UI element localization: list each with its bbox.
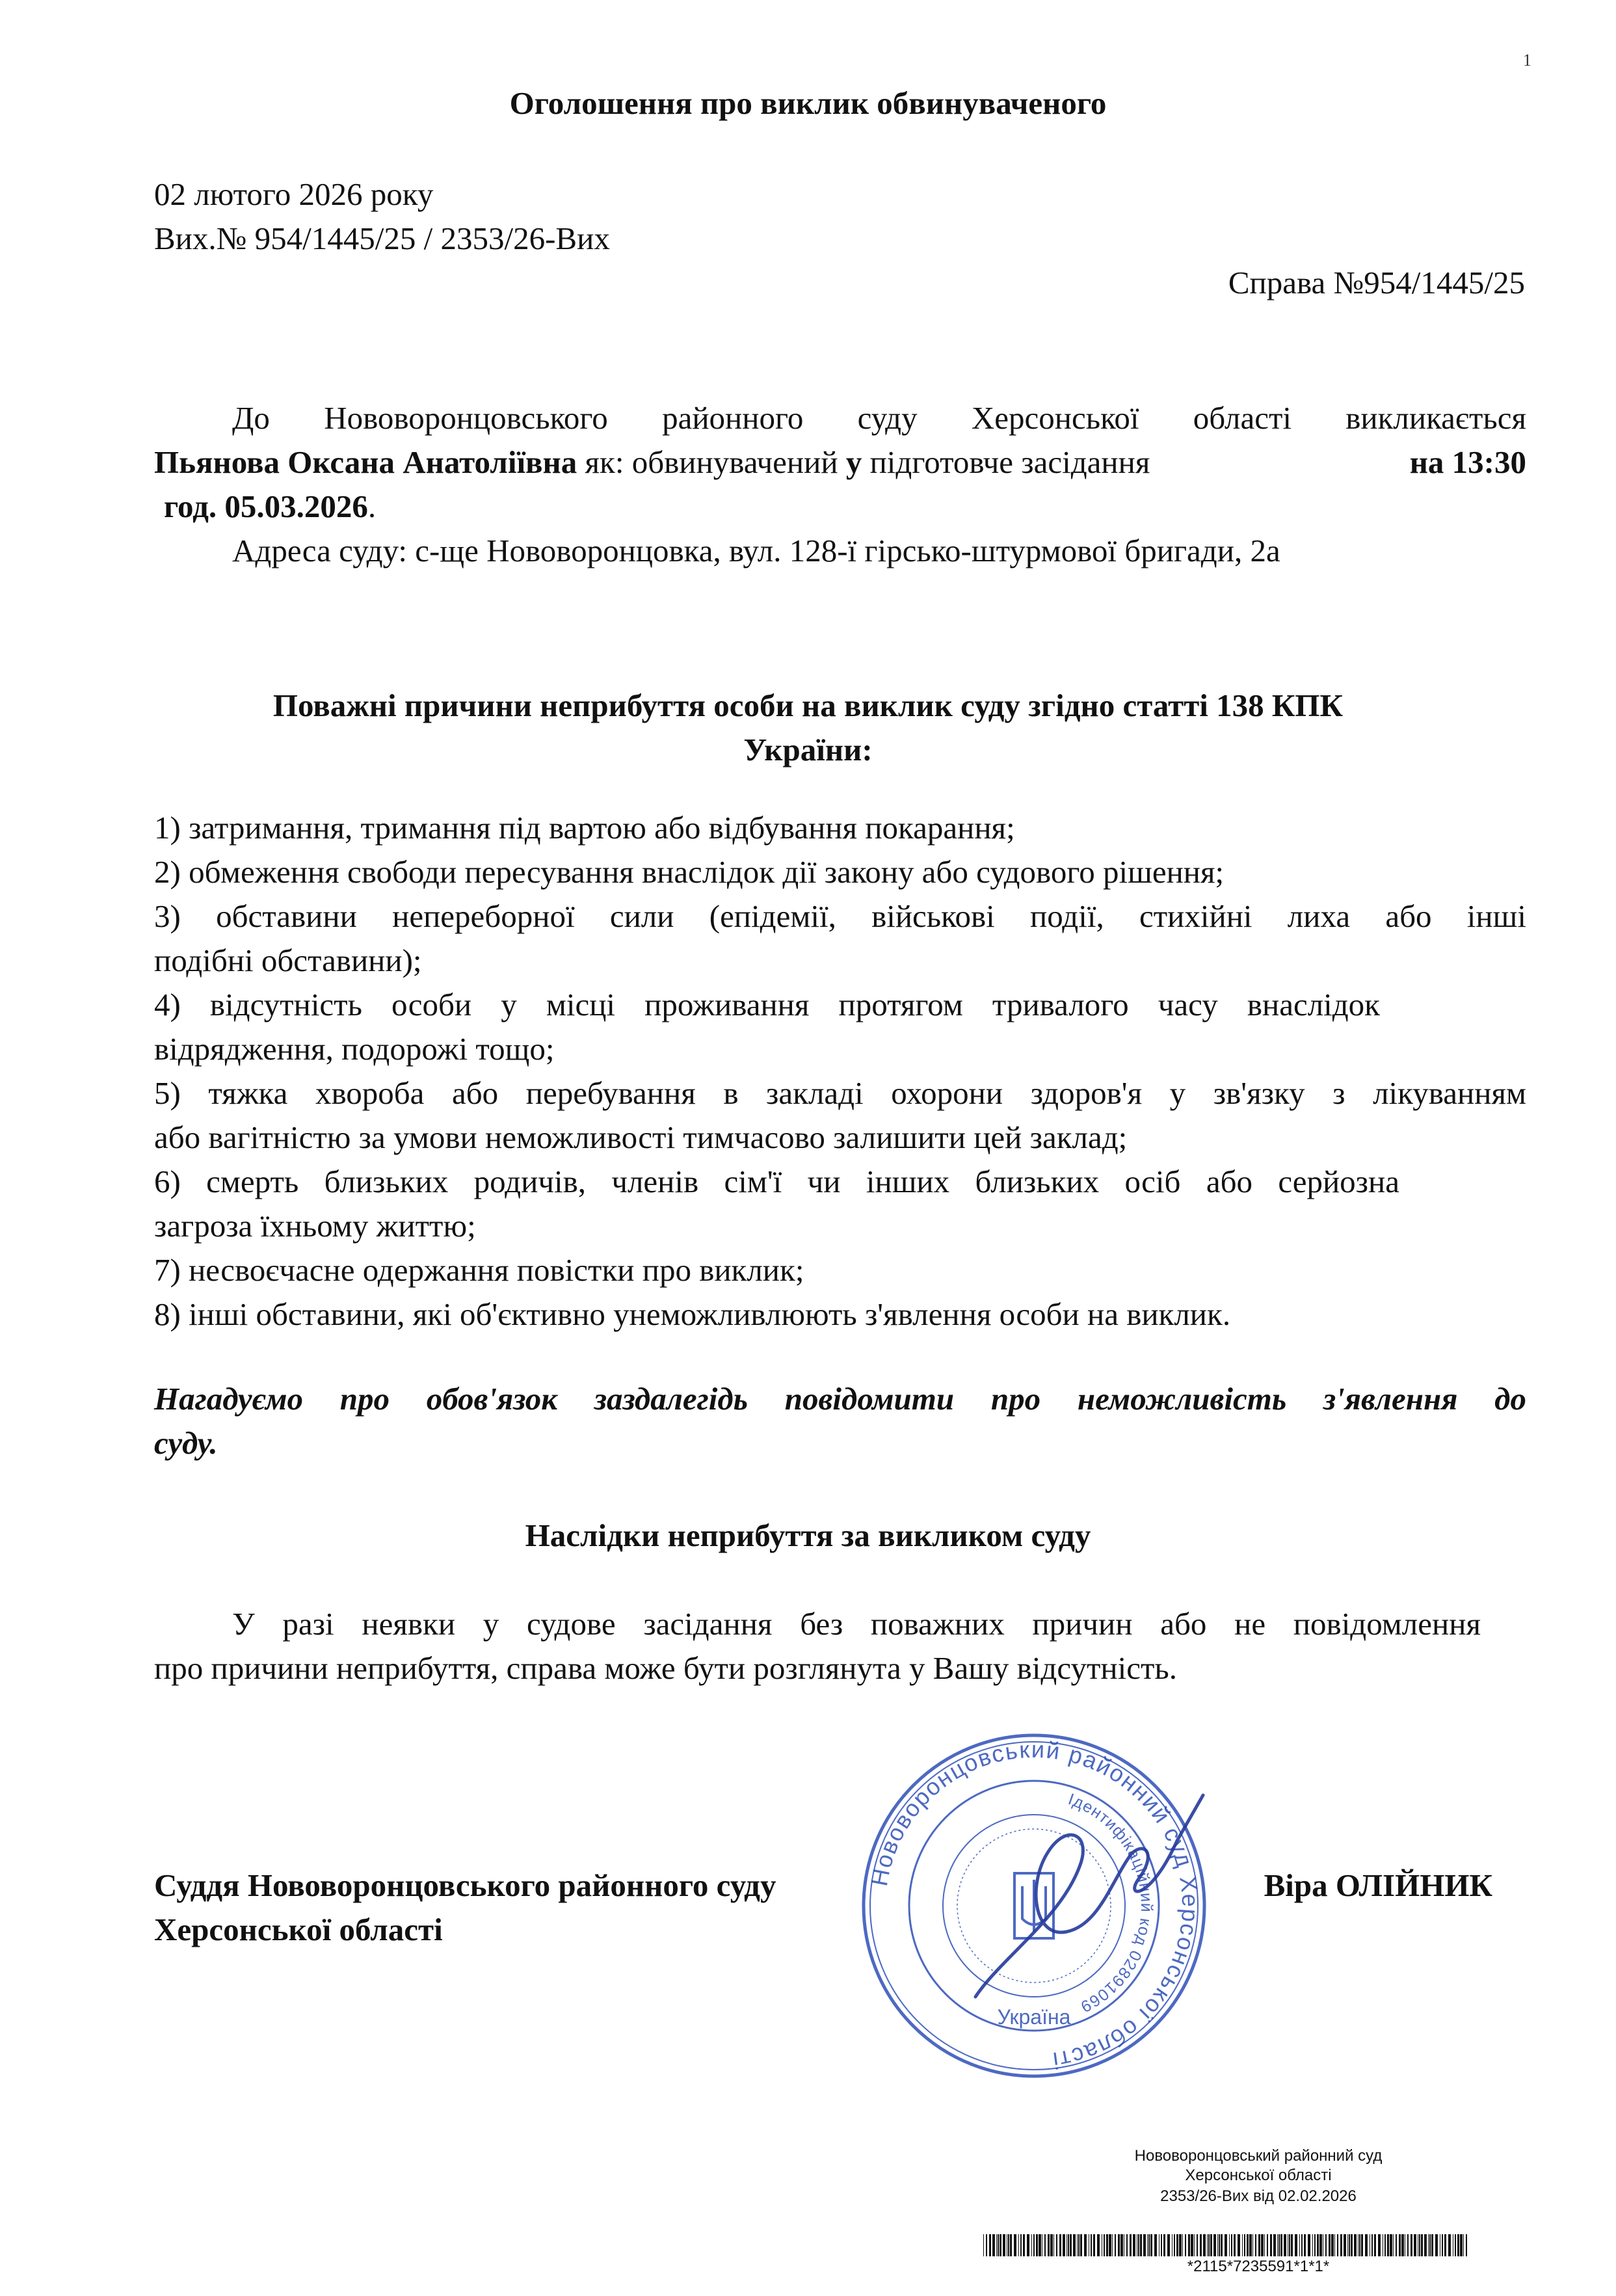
barcode-bar	[1126, 2234, 1128, 2256]
barcode-bar	[1359, 2234, 1360, 2256]
reason-line: 6) смерть близьких родичів, членів сім'ї чи інших близьких осіб або серйозна	[154, 1164, 1399, 1199]
barcode-bar	[996, 2234, 997, 2256]
barcode-bar	[1148, 2234, 1150, 2256]
barcode-bar	[1185, 2234, 1186, 2256]
barcode-bar	[1270, 2234, 1272, 2256]
barcode-bar	[1154, 2234, 1157, 2256]
summons-hearing: підготовче засідання	[862, 444, 1150, 480]
barcode-bar	[1455, 2234, 1456, 2256]
barcode-bar	[1182, 2234, 1183, 2256]
reminder-line-1: Нагадуємо про обов'язок заздалегідь повідомити про неможливість з'явлення до	[154, 1381, 1526, 1417]
barcode-bar	[1390, 2234, 1392, 2256]
reason-line: подібні обставини);	[154, 942, 422, 978]
barcode-bar	[1050, 2234, 1053, 2256]
barcode-bar	[1277, 2234, 1278, 2256]
barcode-bar	[1143, 2234, 1146, 2256]
barcode-bar	[1344, 2234, 1346, 2256]
barcode-bar	[1056, 2234, 1057, 2256]
barcode-bar	[1068, 2234, 1069, 2256]
barcode-bar	[1078, 2234, 1080, 2256]
reasons-heading-line-1: Поважні причини неприбуття особи на виклик суду згідно статті 138 КПК	[272, 687, 1344, 723]
barcode-bar	[989, 2234, 991, 2256]
barcode-bar	[1109, 2234, 1111, 2256]
barcode-bar	[1073, 2234, 1076, 2256]
barcode-bar	[1000, 2234, 1001, 2256]
barcode-bar	[1325, 2234, 1327, 2256]
barcode-bar	[1167, 2234, 1170, 2256]
barcode-bar	[1066, 2234, 1067, 2256]
reason-line: 5) тяжка хвороба або перебування в закладі охорони здоров'я у зв'язку з лікуванням	[154, 1075, 1526, 1111]
barcode-bar	[1097, 2234, 1100, 2256]
barcode-bar	[1411, 2234, 1412, 2256]
reasons-heading-line-2: України:	[743, 732, 873, 768]
barcode-bar	[1229, 2234, 1230, 2256]
barcode-bar	[1140, 2234, 1142, 2256]
barcode-bar	[1374, 2234, 1376, 2256]
barcode-bar	[1115, 2234, 1116, 2256]
barcode-bar	[1378, 2234, 1381, 2256]
reason-line: або вагітністю за умови неможливості тимчасово залишити цей заклад;	[154, 1119, 1128, 1155]
barcode-bar	[1036, 2234, 1038, 2256]
seal-outer-text: Нововоронцовський районний суд Херсонської області	[865, 1735, 1204, 2075]
barcode-bar	[1399, 2234, 1401, 2256]
barcode-bar	[1442, 2234, 1443, 2256]
barcode-bar	[1448, 2234, 1451, 2256]
barcode-bar	[983, 2234, 984, 2256]
barcode-bar	[1247, 2234, 1249, 2256]
barcode-bar	[1261, 2234, 1264, 2256]
barcode-bar	[1365, 2234, 1368, 2256]
barcode-bar	[1414, 2234, 1416, 2256]
barcode-bar	[1466, 2234, 1467, 2256]
judge-position-line-2: Херсонської області	[154, 1912, 443, 1947]
barcode-bar	[1191, 2234, 1193, 2256]
footer-court: Нововоронцовський районний суд	[1134, 2147, 1383, 2165]
court-seal-stamp	[852, 1724, 1216, 2088]
barcode-bar	[1431, 2234, 1433, 2256]
consequences-line-2: про причини неприбуття, справа може бути розглянута у Вашу відсутність.	[154, 1650, 1177, 1686]
barcode-bar	[1393, 2234, 1394, 2256]
barcode-bar	[1118, 2234, 1120, 2256]
barcode-bar	[1130, 2234, 1132, 2256]
reason-line: 7) несвоєчасне одержання повістки про виклик;	[154, 1252, 804, 1288]
barcode-bar	[1252, 2234, 1253, 2256]
barcode-bar	[1421, 2234, 1423, 2256]
barcode-bar	[1351, 2234, 1353, 2256]
barcode-bar	[1053, 2234, 1054, 2256]
reasons-list	[154, 808, 1526, 1339]
barcode-bar	[1138, 2234, 1139, 2256]
barcode-bar	[1217, 2234, 1218, 2256]
barcode-bar	[1080, 2234, 1082, 2256]
barcode-bar	[1337, 2234, 1338, 2256]
outgoing-number: Вих.№ 954/1445/25 / 2353/26-Вих	[154, 220, 610, 256]
seal-country: Україна	[997, 2005, 1071, 2029]
barcode-bar	[1203, 2234, 1206, 2256]
barcode-bar	[1150, 2234, 1152, 2256]
barcode-bar	[1039, 2234, 1041, 2256]
barcode-bar	[1444, 2234, 1446, 2256]
barcode-bar	[1120, 2234, 1123, 2256]
barcode-bar	[1093, 2234, 1095, 2256]
barcode-bar	[998, 2234, 999, 2256]
barcode-bar	[1255, 2234, 1256, 2256]
barcode-bar	[1207, 2234, 1208, 2256]
document-title: Оголошення про виклик обвинуваченого	[509, 85, 1107, 121]
barcode-bar	[1163, 2234, 1165, 2256]
barcode-bar	[1280, 2234, 1282, 2256]
barcode-bar	[1031, 2234, 1032, 2256]
barcode-bar	[1197, 2234, 1198, 2256]
barcode-bar	[1457, 2234, 1459, 2256]
barcode-bar	[1179, 2234, 1182, 2256]
barcode-bar	[1070, 2234, 1072, 2256]
barcode-bar	[1104, 2234, 1105, 2256]
barcode-bar	[1077, 2234, 1078, 2256]
barcode-bar	[1112, 2234, 1113, 2256]
summons-line-2	[154, 442, 1526, 483]
barcode-bar	[1208, 2234, 1210, 2256]
barcode-bar	[1301, 2234, 1303, 2256]
barcode-bar	[1213, 2234, 1216, 2256]
barcode-bar	[1023, 2234, 1025, 2256]
barcode-bar	[1264, 2234, 1265, 2256]
barcode-bar	[1396, 2234, 1397, 2256]
barcode-bar	[1428, 2234, 1429, 2256]
consequences-heading: Наслідки неприбуття за викликом суду	[525, 1517, 1091, 1553]
barcode-bar	[1174, 2234, 1175, 2256]
barcode-bar	[1304, 2234, 1306, 2256]
defendant-name: Пьянова Оксана Анатоліївна	[154, 444, 577, 480]
footer-reg-number: 2353/26-Вих від 02.02.2026	[1160, 2187, 1357, 2205]
barcode-bar	[1033, 2234, 1035, 2256]
seal-inner-text: Ідентифікаційний код 02891069	[1065, 1790, 1156, 2016]
barcode-bar	[1219, 2234, 1220, 2256]
barcode-bar	[1371, 2234, 1373, 2256]
barcode-bar	[1463, 2234, 1464, 2256]
summons-line-3	[164, 487, 376, 527]
barcode-bar	[1020, 2234, 1022, 2256]
reason-line: загроза їхньому життю;	[154, 1208, 476, 1244]
barcode-bar	[1244, 2234, 1245, 2256]
barcode-bar	[1014, 2234, 1016, 2256]
barcode-bar	[1048, 2234, 1050, 2256]
barcode-bar	[1044, 2234, 1046, 2256]
barcode-bar	[1361, 2234, 1363, 2256]
barcode-bar	[1429, 2234, 1431, 2256]
barcode-bar	[1084, 2234, 1087, 2256]
barcode-bar	[1249, 2234, 1252, 2256]
barcode-bar	[1331, 2234, 1334, 2256]
barcode-bar	[1027, 2234, 1029, 2256]
barcode-bar	[1308, 2234, 1310, 2256]
barcode-bar	[1419, 2234, 1420, 2256]
hearing-time: на 13:30	[1409, 444, 1526, 480]
reason-line: відрядження, подорожі тощо;	[154, 1031, 555, 1067]
barcode-bar	[1349, 2234, 1350, 2256]
barcode-bar	[1347, 2234, 1348, 2256]
reminder-line-2: суду.	[154, 1425, 218, 1461]
barcode-bar	[1221, 2234, 1223, 2256]
barcode-bar	[1194, 2234, 1195, 2256]
barcode-bar	[1317, 2234, 1319, 2256]
barcode-bar	[1210, 2234, 1212, 2256]
barcode-bar	[1008, 2234, 1009, 2256]
document-date: 02 лютого 2026 року	[154, 176, 434, 212]
judge-name: Віра ОЛІЙНИК	[1264, 1867, 1492, 1903]
barcode-bar	[1401, 2234, 1404, 2256]
hearing-date-dot: .	[367, 488, 377, 524]
barcode-bar	[1106, 2234, 1108, 2256]
barcode-bar	[1278, 2234, 1280, 2256]
barcode-bar	[1329, 2234, 1331, 2256]
barcode-bar	[1460, 2234, 1463, 2256]
barcode-bar	[1059, 2234, 1061, 2256]
barcode-bar	[1231, 2234, 1232, 2256]
barcode-bar	[1424, 2234, 1427, 2256]
barcode-bar	[1188, 2234, 1190, 2256]
court-address: Адреса суду: с-ще Нововоронцовка, вул. 128-ї гірсько-штурмової бригади, 2а	[232, 533, 1280, 568]
summons-line-1: До Нововоронцовського районного суду Херсонської області викликається	[232, 400, 1526, 436]
barcode-bar	[1407, 2234, 1409, 2256]
barcode-bar	[1340, 2234, 1342, 2256]
judge-position-line-1: Суддя Нововоронцовського районного суду	[154, 1867, 776, 1903]
barcode-bar	[986, 2234, 987, 2256]
barcode-bar	[1295, 2234, 1297, 2256]
barcode-bar	[1291, 2234, 1293, 2256]
reason-line: 3) обставини непереборної сили (епідемії, військові події, стихійні лиха або інші	[154, 898, 1526, 934]
barcode-bar	[1354, 2234, 1357, 2256]
barcode-bar	[1176, 2234, 1178, 2256]
reason-line: 8) інші обставини, які об'єктивно унеможливлюють з'явлення особи на виклик.	[154, 1296, 1231, 1332]
hearing-date: год. 05.03.2026	[164, 488, 368, 524]
barcode-bar	[1289, 2234, 1290, 2256]
barcode-bar	[1267, 2234, 1268, 2256]
barcode-bar	[1010, 2234, 1012, 2256]
barcode-bar	[1091, 2234, 1092, 2256]
case-number: Справа №954/1445/25	[1228, 265, 1525, 300]
barcode-bar	[1225, 2234, 1227, 2256]
barcode-bar	[1314, 2234, 1316, 2256]
barcode-bar	[1018, 2234, 1019, 2256]
barcode-bar	[1384, 2234, 1386, 2256]
barcode-bar	[1242, 2234, 1243, 2256]
barcode-bar	[1435, 2234, 1438, 2256]
barcode-bar	[1334, 2234, 1335, 2256]
barcode-bar	[1133, 2234, 1135, 2256]
barcode	[983, 2234, 1468, 2256]
barcode-bar	[1258, 2234, 1260, 2256]
barcode-bar	[1319, 2234, 1322, 2256]
barcode-bar	[1063, 2234, 1065, 2256]
barcode-bar	[1234, 2234, 1236, 2256]
barcode-bar	[1273, 2234, 1276, 2256]
barcode-bar	[992, 2234, 995, 2256]
barcode-bar	[1284, 2234, 1286, 2256]
summons-role: як: обвинувачений	[577, 444, 846, 480]
footer-region: Херсонської області	[1185, 2167, 1332, 2184]
page-number: 1	[1523, 51, 1531, 70]
summons-u: у	[845, 444, 862, 480]
reason-line: 1) затримання, тримання під вартою або відбування покарання;	[154, 810, 1015, 846]
barcode-text: *2115*7235591*1*1*	[1187, 2258, 1330, 2275]
barcode-bar	[1161, 2234, 1162, 2256]
barcode-bar	[1147, 2234, 1148, 2256]
reason-line: 2) обмеження свободи пересування внаслідок дії закону або судового рішення;	[154, 854, 1225, 890]
consequences-line-1: У разі неявки у судове засідання без поважних причин або не повідомлення	[232, 1606, 1481, 1642]
barcode-bar	[1299, 2234, 1300, 2256]
reason-line: 4) відсутність особи у місці проживання протягом тривалого часу внаслідок	[154, 987, 1380, 1022]
barcode-bar	[1003, 2234, 1005, 2256]
barcode-bar	[1238, 2234, 1240, 2256]
barcode-bar	[1387, 2234, 1389, 2256]
barcode-bar	[1312, 2234, 1313, 2256]
barcode-bar	[1200, 2234, 1202, 2256]
